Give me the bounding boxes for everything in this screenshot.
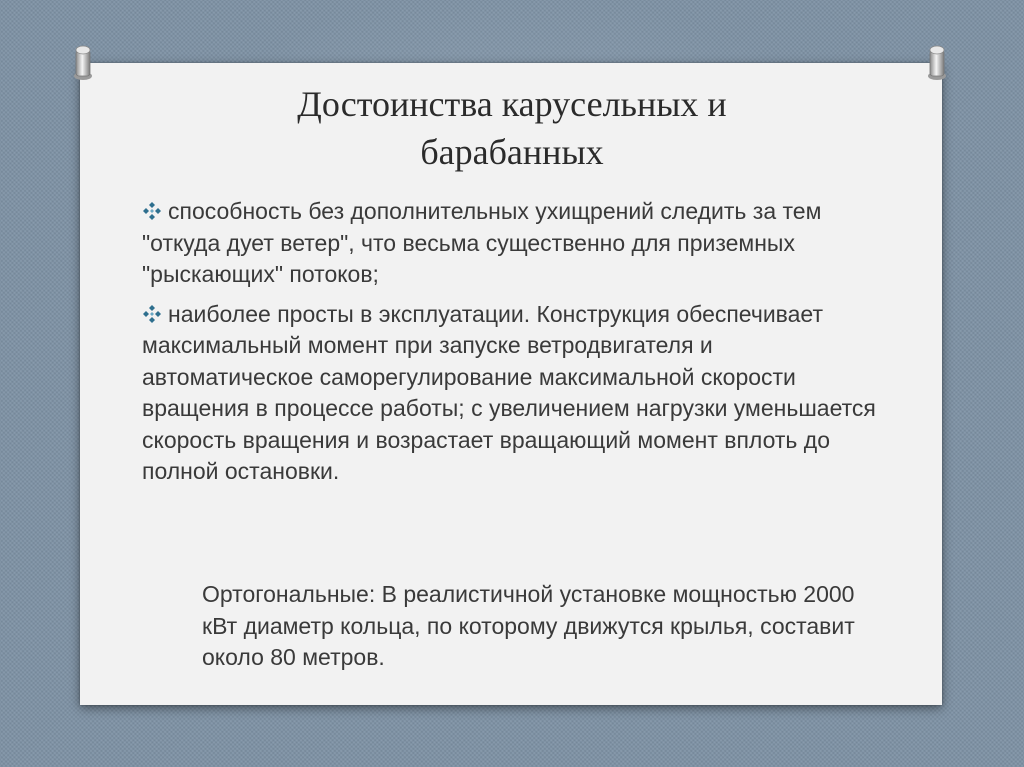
slide-title-line1: Достоинства карусельных и [297,84,727,124]
slide-title [0,80,1024,176]
pushpin-icon [922,42,952,82]
bullet-item [142,196,882,291]
note-paragraph: Ортогональные: В реалистичной установке мощностью 2000 кВт диаметр кольца, по которому движутся крылья, составит около 80 метров. [202,581,855,670]
bullet-text: способность без дополнительных ухищрений следить за тем "откуда дует ветер", что весьма существенно для приземных "рыскающих" потоков; [142,198,822,287]
bullet-item [142,299,882,488]
bullet-text: наиболее просты в эксплуатации. Конструкция обеспечивает максимальный момент при запуске ветродвигателя и автоматическое саморегулирование максимальной скорости вращения в процессе работы; с увеличением нагрузки уменьшается скорость вращения и возрастает вращающий момент вплоть до полной остановки. [142,300,876,484]
pushpin-icon [68,42,98,82]
slide-title-line2: барабанных [420,132,604,172]
diamond-bullet-icon [142,304,162,324]
diamond-bullet-icon [142,201,162,221]
bullet-list [142,196,882,496]
